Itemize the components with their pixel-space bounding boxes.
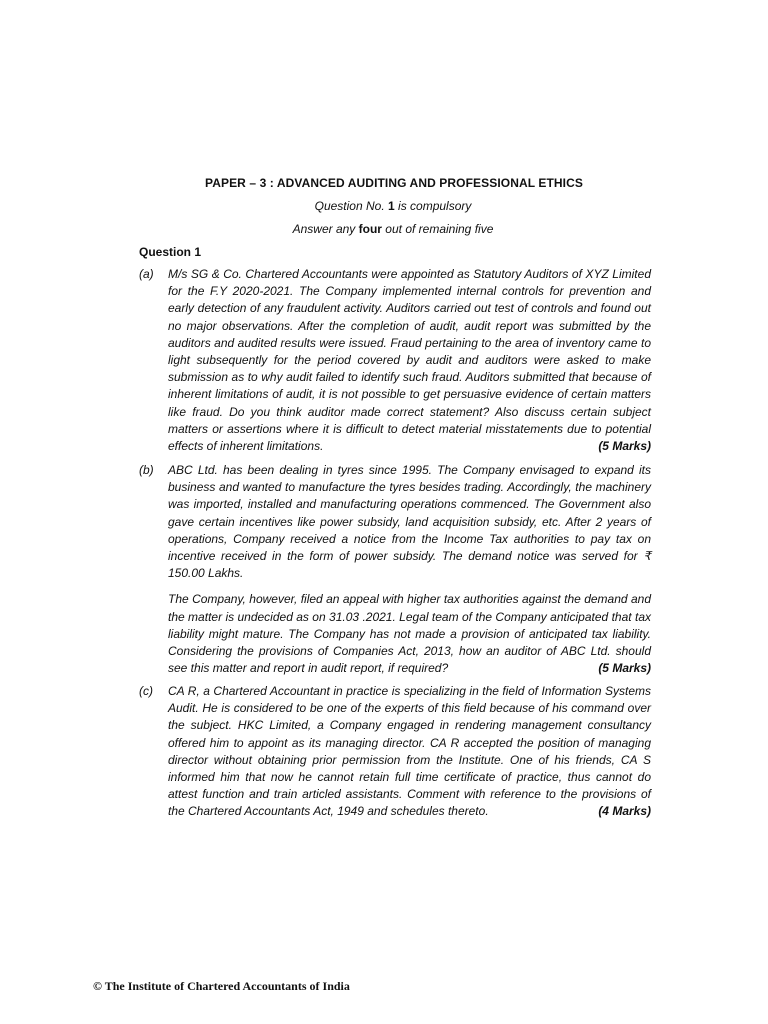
item-label: (b) <box>139 463 154 477</box>
footer-copyright: © The Institute of Chartered Accountants of India <box>93 979 350 993</box>
paragraph-text: CA R, a Chartered Accountant in practice is specializing in the field of Information Systems Audit. He is considered to be one of the experts of this field because of his command over the subject. HKC Limited, a Company engaged in rendering management consultancy offered him to appoint as its managing director. CA R accepted the position of managing director without obtaining prior permission from the Institute. One of his friends, CA S informed him that now he cannot retain full time certificate of practice, thus cannot do attest function and train articled assistants. Comment with reference to the provisions of the Chartered Accountants Act, 1949 and schedules thereto. <box>168 684 651 819</box>
compulsory-pre: Question No. <box>314 199 388 213</box>
item-body <box>168 683 651 821</box>
item-body <box>168 266 651 455</box>
paper-title: PAPER – 3 : ADVANCED AUDITING AND PROFESSIONAL ETHICS <box>204 176 583 190</box>
item-label: (a) <box>139 267 154 281</box>
answer-any-post: out of remaining five <box>381 222 494 236</box>
answer-any-pre: Answer any <box>292 222 359 236</box>
paragraph-text: M/s SG & Co. Chartered Accountants were appointed as Statutory Auditors of XYZ Limited for the F.Y 2020-2021. The Company implemented internal controls for prevention and early detection of any fraudulent activity. Auditors carried out test of controls and found out no major observations. After the completion of audit, audit report was submitted by the auditors and audited results were issued. Fraud pertaining to the area of inventory came to light subsequently for the period covered by audit and auditors were asked to make submission as to why audit failed to identify such fraud. Auditors submitted that because of inherent limitations of audit, it is not possible to get persuasive evidence of certain matters like fraud. Do you think auditor made correct statement? Also discuss certain subject matters or assertions where it is difficult to detect material misstatements due to potential effects of inherent limitations. <box>168 267 651 454</box>
compulsory-number: 1 <box>388 199 395 213</box>
item-paragraph: ABC Ltd. has been dealing in tyres since 1995. The Company envisaged to expand its business and wanted to manufacture the tyres besides trading. Accordingly, the machinery was imported, installed and manufacturing operations commenced. The Government also gave certain incentives like power subsidy, land acquisition subsidy, etc. After 2 years of operations, Company received a notice from the Income Tax authorities to pay tax on incentive received in the form of power subsidy. The demand notice was served for ₹ 150.00 Lakhs. <box>168 463 651 581</box>
question-item-a <box>139 266 651 455</box>
marks-label: (5 Marks) <box>598 661 651 676</box>
marks-label: (4 Marks) <box>598 804 651 819</box>
question-item-c <box>139 683 651 821</box>
item-paragraph <box>168 683 651 821</box>
item-paragraph <box>168 266 651 455</box>
compulsory-note <box>0 199 768 213</box>
item-paragraph <box>168 591 651 677</box>
answer-any-note <box>0 222 768 236</box>
marks-label: (5 Marks) <box>598 439 651 454</box>
answer-any-count: four <box>358 222 382 236</box>
question-heading: Question 1 <box>139 245 202 259</box>
item-body <box>168 462 651 677</box>
question-item-b <box>139 462 651 677</box>
compulsory-post: is compulsory <box>394 199 472 213</box>
item-label: (c) <box>139 684 153 698</box>
paragraph-text: The Company, however, filed an appeal with higher tax authorities against the demand and the matter is undecided as on 31.03 .2021. Legal team of the Company anticipated that tax liability might mature. The Company has not made a provision of anticipated tax liability. Considering the provisions of Companies Act, 2013, how an auditor of ABC Ltd. should see this matter and report in audit report, if required? <box>168 592 651 676</box>
